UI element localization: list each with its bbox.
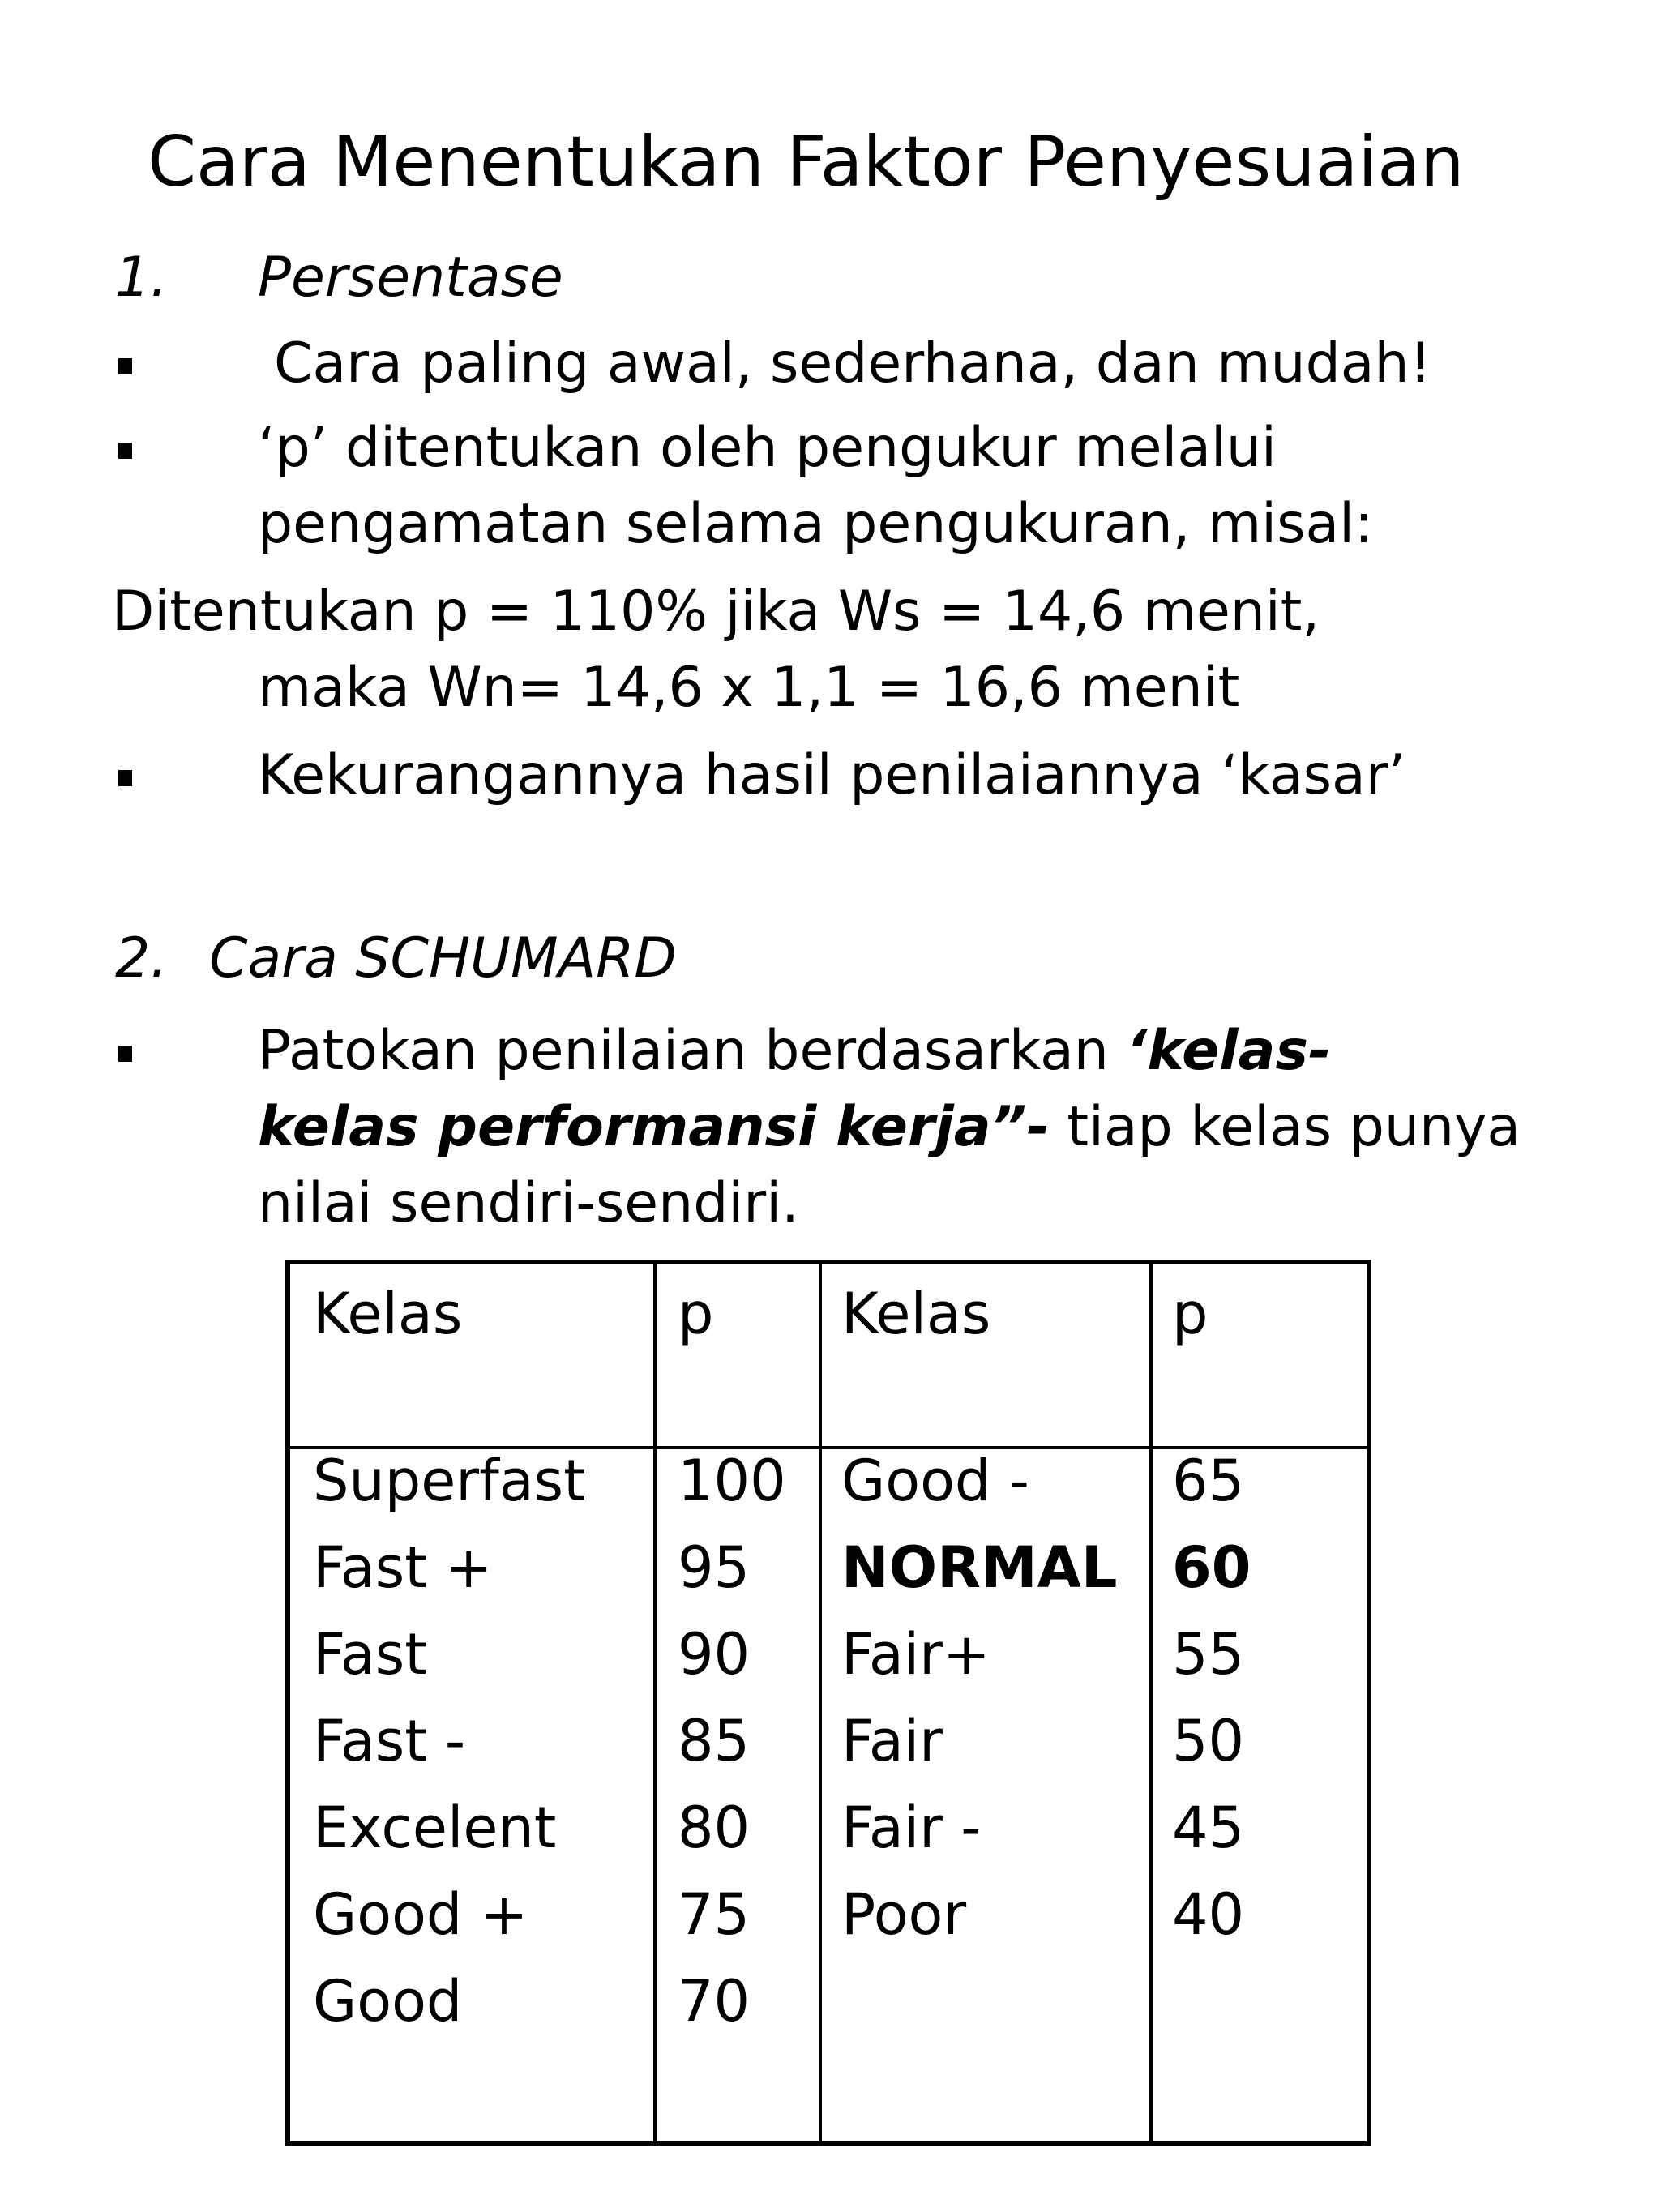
table-header-kelas: Kelas bbox=[841, 1281, 991, 1347]
bullet-icon bbox=[118, 443, 132, 459]
section1-heading: Persentase bbox=[258, 246, 563, 310]
table-cell-normal: NORMAL bbox=[841, 1534, 1118, 1601]
bullet-text-emphasis: kelas performansi kerja”- bbox=[258, 1095, 1050, 1159]
table-cell: Fast bbox=[313, 1621, 427, 1688]
table-cell: Superfast bbox=[313, 1448, 586, 1514]
bullet-icon bbox=[118, 770, 132, 786]
table-cell: Fair+ bbox=[841, 1621, 990, 1688]
table-divider bbox=[653, 1264, 657, 2141]
table-cell: 55 bbox=[1172, 1621, 1245, 1688]
table-cell: Excelent bbox=[313, 1795, 557, 1861]
section1-bullet2-line1: ‘p’ ditentukan oleh pengukur melalui bbox=[258, 416, 1277, 480]
section2-heading: Cara SCHUMARD bbox=[209, 926, 677, 990]
section1-bullet3: Kekurangannya hasil penilaiannya ‘kasar’ bbox=[258, 743, 1406, 807]
table-cell-normal-value: 60 bbox=[1172, 1534, 1251, 1601]
table-cell: 70 bbox=[678, 1968, 751, 2034]
bullet-icon bbox=[118, 1046, 132, 1062]
table-cell: Good + bbox=[313, 1881, 528, 1948]
table-cell: 40 bbox=[1172, 1881, 1245, 1948]
left-value-column bbox=[678, 1438, 786, 2045]
section1-number: 1. bbox=[115, 246, 168, 310]
table-cell: 100 bbox=[678, 1448, 786, 1514]
table-cell: 50 bbox=[1172, 1708, 1245, 1774]
table-cell: Good - bbox=[841, 1448, 1029, 1514]
table-header-kelas: Kelas bbox=[313, 1281, 463, 1347]
section1-bullet2-line2: pengamatan selama pengukuran, misal: bbox=[258, 492, 1373, 556]
section1-bullet1: Cara paling awal, sederhana, dan mudah! bbox=[274, 332, 1431, 396]
right-class-column bbox=[841, 1438, 1117, 1958]
bullet-text-plain: Patokan penilaian berdasarkan bbox=[258, 1019, 1127, 1083]
schumard-table bbox=[285, 1260, 1371, 2146]
table-cell: Fast - bbox=[313, 1708, 466, 1774]
table-divider bbox=[1149, 1264, 1153, 2141]
table-cell: Fast + bbox=[313, 1534, 493, 1601]
bullet-icon bbox=[118, 358, 132, 374]
table-cell: 75 bbox=[678, 1881, 751, 1948]
bullet-text-emphasis: ‘kelas- bbox=[1126, 1019, 1332, 1083]
table-header-p: p bbox=[678, 1281, 714, 1347]
right-value-column bbox=[1172, 1438, 1251, 1958]
table-cell: 85 bbox=[678, 1708, 751, 1774]
example-line2: maka Wn= 14,6 x 1,1 = 16,6 menit bbox=[258, 656, 1240, 720]
section2-bullet1-line2 bbox=[258, 1089, 1521, 1166]
table-cell: Poor bbox=[841, 1881, 967, 1948]
section2-bullet1-line3: nilai sendiri-sendiri. bbox=[258, 1171, 799, 1235]
page-title: Cara Menentukan Faktor Penyesuaian bbox=[148, 122, 1465, 203]
table-cell: 65 bbox=[1172, 1448, 1245, 1514]
table-cell: Fair bbox=[841, 1708, 943, 1774]
table-cell: Fair - bbox=[841, 1795, 982, 1861]
bullet-text-plain: tiap kelas punya bbox=[1049, 1095, 1521, 1159]
table-cell: 90 bbox=[678, 1621, 751, 1688]
table-cell: 80 bbox=[678, 1795, 751, 1861]
table-cell: Good bbox=[313, 1968, 463, 2034]
example-line1: Ditentukan p = 110% jika Ws = 14,6 menit, bbox=[112, 580, 1320, 644]
table-divider bbox=[819, 1264, 822, 2141]
left-class-column bbox=[313, 1438, 586, 2045]
table-cell: 45 bbox=[1172, 1795, 1245, 1861]
section2-bullet1-line1 bbox=[258, 1013, 1331, 1089]
section2-number: 2. bbox=[115, 926, 168, 990]
table-cell: 95 bbox=[678, 1534, 751, 1601]
table-header-p: p bbox=[1172, 1281, 1209, 1347]
